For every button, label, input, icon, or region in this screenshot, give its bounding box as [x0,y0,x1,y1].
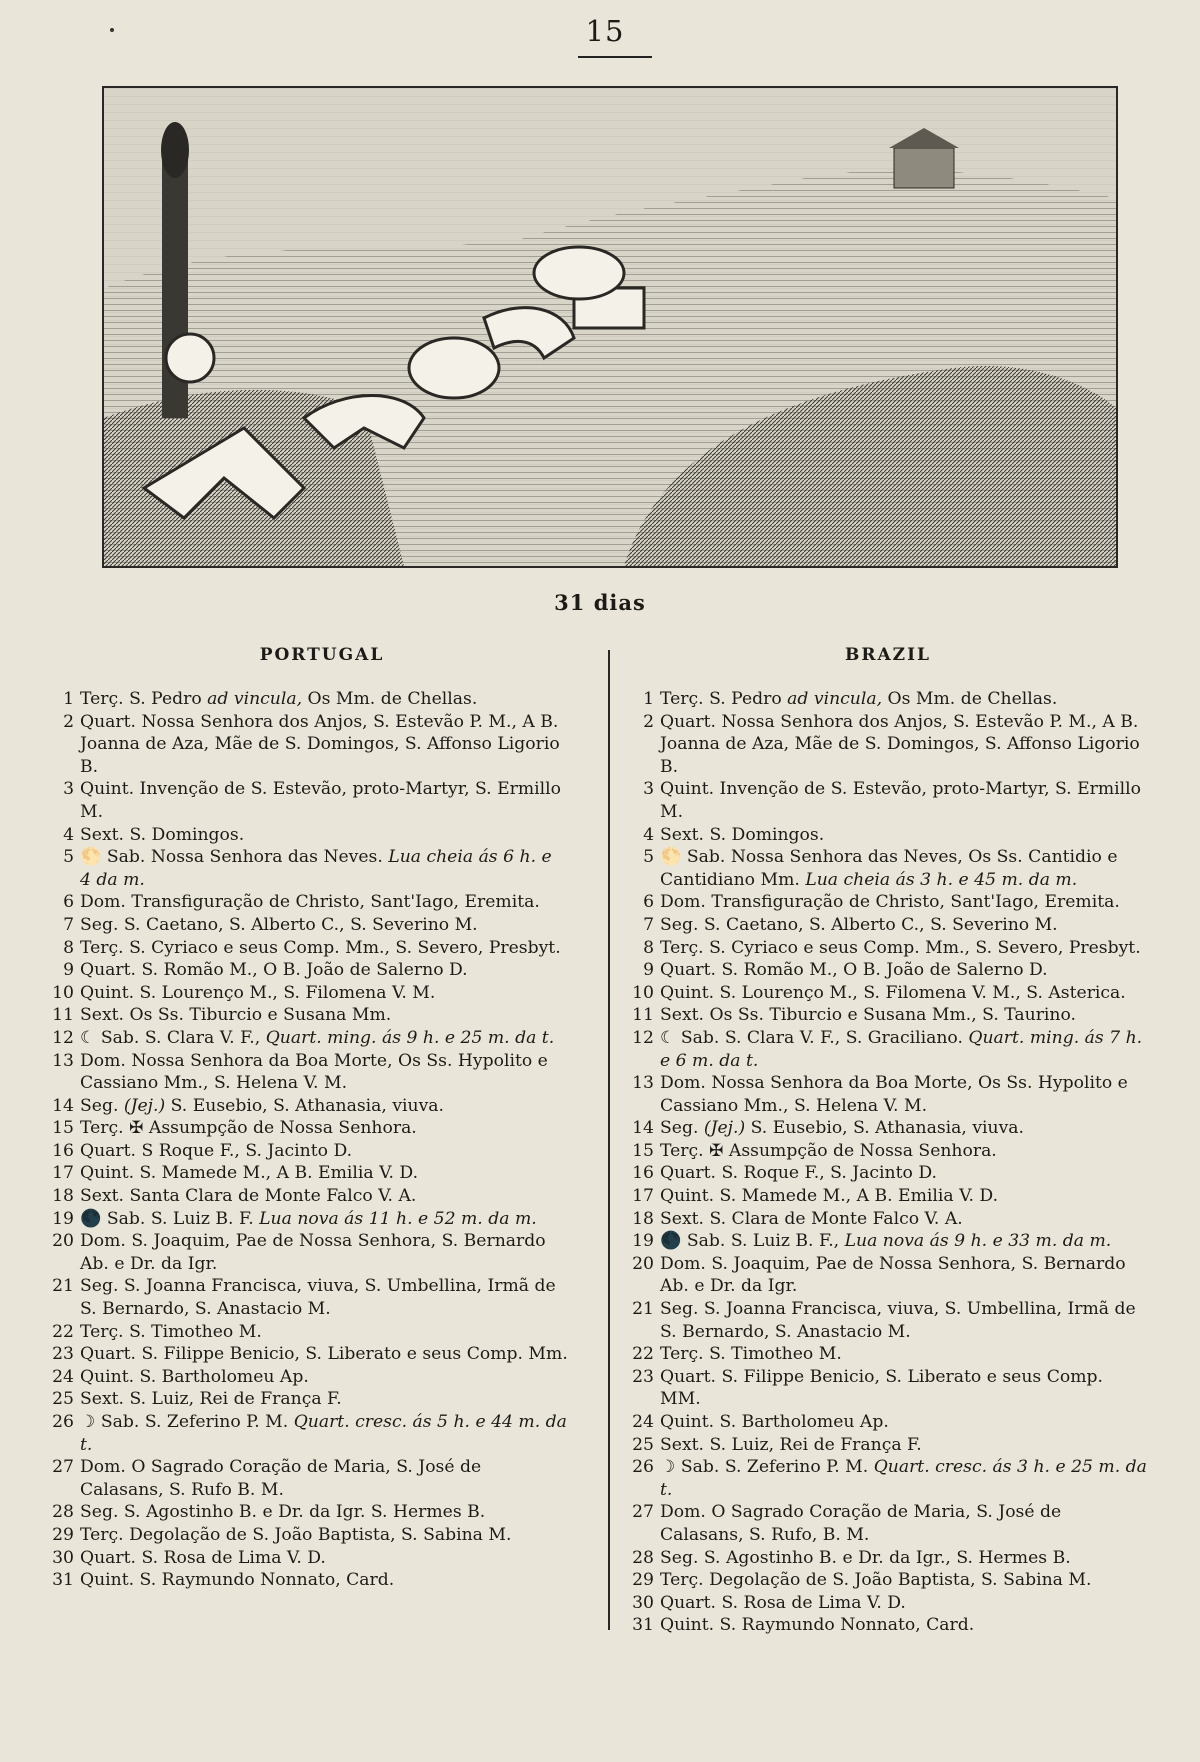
day-number: 16 [52,1140,74,1161]
entry-text [660,982,1148,1005]
day-number: 17 [52,1163,74,1184]
calendar-entry [46,1095,568,1118]
entry-segment: Terç. ✠ Assumpção de Nossa Senhora. [660,1140,997,1161]
day-number: 17 [632,1186,654,1207]
entry-text [80,1524,568,1547]
calendar-entry [626,959,1148,982]
day-number: 5 [643,847,654,868]
entry-text [660,1027,1148,1072]
day-number: 20 [52,1231,74,1252]
day-number: 14 [52,1095,74,1116]
margin-dot [110,28,114,32]
entry-segment: Quint. S. Mamede M., A B. Emilia V. D. [660,1186,999,1207]
procession-engraving-illustration [102,86,1118,568]
entry-text [80,1027,568,1050]
calendar-entry [46,1050,568,1095]
calendar-entry [626,1208,1148,1231]
day-number: 27 [632,1502,654,1523]
entry-segment: Quint. S. Raymundo Nonnato, Card. [80,1570,395,1591]
day-number: 30 [632,1592,654,1613]
calendar-entry [626,1569,1148,1592]
day-number: 11 [52,1005,74,1026]
entry-segment: Seg. [80,1095,124,1116]
calendar-entry [626,1411,1148,1434]
entry-text [80,891,568,914]
entry-text [660,1140,1148,1163]
day-number: 29 [52,1524,74,1545]
entry-segment: Sext. Santa Clara de Monte Falco V. A. [80,1186,417,1207]
entry-segment: ☾ Sab. S. Clara V. F., S. Graciliano. [660,1027,969,1048]
entry-text [660,1298,1148,1343]
day-number: 19 [632,1231,654,1252]
entry-segment: Seg. S. Agostinho B. e Dr. da Igr. S. Hermes B. [80,1502,486,1523]
entry-text [80,914,568,937]
calendar-entry [46,824,568,847]
entry-segment: Seg. [660,1118,704,1139]
day-number: 28 [52,1502,74,1523]
calendar-entry [46,1569,568,1592]
entry-segment: 🌑 Sab. S. Luiz B. F., [660,1231,845,1252]
entry-text [80,1162,568,1185]
entry-text [660,846,1148,891]
calendar-entry [626,1072,1148,1117]
entry-segment: Terç. S. Cyriaco e seus Comp. Mm., S. Severo, Presbyt. [660,937,1141,958]
calendar-entry [46,1321,568,1344]
entry-text [660,1569,1148,1592]
calendar-entry [626,1117,1148,1140]
calendar-entry [46,1275,568,1320]
day-number: 4 [63,824,74,845]
day-number: 16 [632,1163,654,1184]
calendar-entry [46,1027,568,1050]
calendar-entry [626,1162,1148,1185]
entry-text [660,711,1148,779]
entry-text [80,1185,568,1208]
entry-text [80,1411,568,1456]
entry-text [660,1614,1148,1637]
entry-text [80,1366,568,1389]
day-number: 12 [52,1027,74,1048]
day-number: 22 [52,1321,74,1342]
calendar-entry [46,1501,568,1524]
calendar-entry [46,1162,568,1185]
entry-segment: Terç. Degolação de S. João Baptista, S. Sabina M. [80,1524,512,1545]
day-number: 2 [63,711,74,732]
entry-segment: Quint. Invenção de S. Estevão, proto-Martyr, S. Ermillo M. [660,779,1142,822]
entry-segment: Quart. S. Filippe Benicio, S. Liberato e seus Comp. MM. [660,1366,1103,1410]
entry-segment: Dom. Transfiguração de Christo, Sant'Iago, Eremita. [660,892,1120,913]
day-number: 7 [643,914,654,935]
entry-italic-segment: (Jej.) [703,1118,746,1139]
day-number: 30 [52,1547,74,1568]
entry-text [660,688,1148,711]
drum-icon [166,334,214,382]
entry-segment: 🌑 Sab. S. Luiz B. F. [80,1208,260,1229]
day-number: 18 [632,1208,654,1229]
entry-italic-segment: Quart. cresc. ás 3 h. e 25 m. da t. [660,1457,1147,1500]
entry-segment: Quint. S. Bartholomeu Ap. [80,1366,309,1387]
day-number: 2 [643,711,654,732]
day-number: 8 [63,937,74,958]
brazil-entries [626,688,1148,1637]
entry-segment: 🌕 Sab. Nossa Senhora das Neves, Os Ss. Cantidio e Cantidiano Mm. [660,847,1118,890]
calendar-entry [626,1298,1148,1343]
entry-text [660,1208,1148,1231]
calendar-entry [626,1140,1148,1163]
entry-text [660,1162,1148,1185]
entry-segment: Os Mm. de Chellas. [302,689,478,709]
calendar-entry [46,1117,568,1140]
entry-text [660,1411,1148,1434]
entry-segment: Sext. S. Domingos. [660,824,825,845]
entry-italic-segment: Quart. ming. ás 7 h. e 6 m. da t. [660,1027,1143,1071]
day-number: 1 [643,689,654,709]
entry-italic-segment: (Jej.) [123,1095,166,1116]
entry-italic-segment: Lua nova ás 9 h. e 33 m. da m. [844,1231,1112,1252]
entry-text [80,1208,568,1231]
calendar-entry [46,1230,568,1275]
entry-text [80,1547,568,1570]
day-number: 14 [632,1118,654,1139]
entry-segment: Quart. S. Rosa de Lima V. D. [80,1547,326,1568]
entry-text [80,1569,568,1592]
calendar-entry [46,1185,568,1208]
entry-text [80,1140,568,1163]
calendar-entry [626,1027,1148,1072]
entry-segment: Terç. S. Timotheo M. [660,1344,842,1365]
entry-segment: Quart. S. Filippe Benicio, S. Liberato e seus Comp. Mm. [80,1344,568,1365]
day-number: 27 [52,1457,74,1478]
calendar-entry [626,1253,1148,1298]
calendar-entry [46,711,568,779]
calendar-entry [46,1456,568,1501]
day-number: 21 [52,1276,74,1297]
day-number: 7 [63,914,74,935]
entry-segment: Quart. S. Roque F., S. Jacinto D. [660,1163,937,1184]
day-number: 4 [643,824,654,845]
calendar-entry [626,1547,1148,1570]
entry-segment: Seg. S. Agostinho B. e Dr. da Igr., S. Hermes B. [660,1547,1071,1568]
calendar-entry [46,1547,568,1570]
entry-segment: Quint. Invenção de S. Estevão, proto-Martyr, S. Ermillo M. [80,779,562,822]
entry-segment: Quart. Nossa Senhora dos Anjos, S. Estevão P. M., A B. Joanna de Aza, Mãe de S. Domingos, S. Affonso Ligorio B. [80,711,560,777]
calendar-entry [626,688,1148,711]
day-number: 25 [52,1389,74,1410]
calendar-entry [626,778,1148,823]
calendar-entry [626,1230,1148,1253]
entry-segment: Dom. Nossa Senhora da Boa Morte, Os Ss. Hypolito e Cassiano Mm., S. Helena V. M. [660,1073,1128,1116]
calendar-entry [46,1208,568,1231]
entry-segment: Quart. S. Romão M., O B. João de Salerno D. [660,960,1048,981]
day-number: 3 [63,779,74,800]
calendar-entry [626,937,1148,960]
entry-text [660,1343,1148,1366]
day-number: 10 [632,982,654,1003]
entry-segment: Quint. S. Lourenço M., S. Filomena V. M., S. Asterica. [660,982,1126,1003]
calendar-entry [626,711,1148,779]
day-number: 5 [63,847,74,868]
calendar-entry [46,688,568,711]
day-number: 26 [632,1457,654,1478]
day-number: 6 [63,892,74,913]
entry-text [660,1592,1148,1615]
entry-text [80,959,568,982]
entry-text [660,1253,1148,1298]
calendar-entry [626,1614,1148,1637]
onion-dome-icon [161,122,189,178]
entry-text [660,937,1148,960]
day-number: 29 [632,1570,654,1591]
entry-text [80,1456,568,1501]
entry-segment: S. Eusebio, S. Athanasia, viuva. [165,1095,445,1116]
entry-segment: Sext. S. Domingos. [80,824,245,845]
entry-segment: Seg. S. Caetano, S. Alberto C., S. Severino M. [80,914,478,935]
day-number: 31 [52,1570,74,1591]
day-number: 1 [63,689,74,709]
entry-italic-segment: Lua cheia ás 3 h. e 45 m. da m. [805,869,1078,890]
entry-text [660,778,1148,823]
day-number: 24 [52,1366,74,1387]
column-divider [608,650,610,1630]
calendar-entry [46,1366,568,1389]
entry-italic-segment: Lua nova ás 11 h. e 52 m. da m. [259,1208,537,1229]
entry-text [80,1501,568,1524]
entry-text [660,1434,1148,1457]
calendar-entry [626,1592,1148,1615]
entry-italic-segment: Lua cheia ás 6 h. e 4 da m. [80,847,552,890]
day-number: 21 [632,1299,654,1320]
entry-text [80,1230,568,1275]
entry-segment: Os Mm. de Chellas. [882,689,1058,709]
day-number: 18 [52,1186,74,1207]
entry-segment: Dom. S. Joaquim, Pae de Nossa Senhora, S. Bernardo Ab. e Dr. da Igr. [80,1231,546,1274]
entry-segment: Seg. S. Joanna Francisca, viuva, S. Umbellina, Irmã de S. Bernardo, S. Anastacio M. [660,1299,1136,1342]
entry-text [660,1185,1148,1208]
entry-text [660,1501,1148,1546]
day-number: 10 [52,982,74,1003]
day-number: 9 [63,960,74,981]
entry-text [80,1095,568,1118]
entry-segment: Terç. ✠ Assumpção de Nossa Senhora. [80,1118,417,1139]
entry-italic-segment: ad vincula, [787,689,883,709]
entry-text [660,1547,1148,1570]
entry-text [660,824,1148,847]
day-number: 25 [632,1434,654,1455]
day-number: 24 [632,1412,654,1432]
column-heading-portugal: PORTUGAL [259,645,385,665]
entry-text [80,937,568,960]
day-number: 13 [632,1073,654,1094]
calendar-entry [626,891,1148,914]
entry-segment: Terç. S. Pedro [660,689,788,709]
entry-text [660,1117,1148,1140]
entry-segment: Dom. S. Joaquim, Pae de Nossa Senhora, S. Bernardo Ab. e Dr. da Igr. [660,1253,1126,1297]
calendar-entry [626,1501,1148,1546]
entry-segment: Dom. O Sagrado Coração de Maria, S. José de Calasans, S. Rufo B. M. [80,1457,482,1500]
entry-text [660,914,1148,937]
entry-text [80,1343,568,1366]
entry-segment: Quint. S. Bartholomeu Ap. [660,1412,889,1432]
calendar-entry [626,1185,1148,1208]
entry-text [660,1456,1148,1501]
calendar-entry [626,914,1148,937]
entry-segment: Terç. Degolação de S. João Baptista, S. Sabina M. [660,1570,1092,1591]
calendar-entry [46,982,568,1005]
calendar-entry [46,1140,568,1163]
day-number: 22 [632,1344,654,1365]
entry-text [80,1050,568,1095]
entry-text [80,1275,568,1320]
entry-segment: Quart. S Roque F., S. Jacinto D. [80,1140,353,1161]
entry-text [80,1004,568,1027]
day-number: 23 [52,1344,74,1365]
day-number: 31 [632,1615,654,1636]
day-number: 20 [632,1253,654,1274]
calendar-entry [626,1004,1148,1027]
calendar-entry [626,1456,1148,1501]
entry-italic-segment: Quart. cresc. ás 5 h. e 44 m. da t. [80,1412,567,1455]
day-number: 23 [632,1366,654,1387]
calendar-entry [46,1524,568,1547]
entry-segment: ☽ Sab. S. Zeferino P. M. [660,1457,874,1478]
entry-segment: Quart. S. Romão M., O B. João de Salerno D. [80,960,468,981]
entry-italic-segment: Quart. ming. ás 9 h. e 25 m. da t. [265,1027,555,1048]
entry-segment: Sext. Os Ss. Tiburcio e Susana Mm., S. Taurino. [660,1005,1076,1026]
entry-text [660,959,1148,982]
calendar-entry [46,778,568,823]
portugal-entries [46,688,568,1592]
day-number: 28 [632,1547,654,1568]
engraving-svg [104,88,1116,566]
calendar-entry [46,1343,568,1366]
entry-segment: Dom. Nossa Senhora da Boa Morte, Os Ss. Hypolito e Cassiano Mm., S. Helena V. M. [80,1050,548,1094]
entry-text [80,846,568,891]
entry-segment: Sext. S. Luiz, Rei de França F. [660,1434,922,1455]
entry-text [80,824,568,847]
chapel-icon [894,148,954,188]
calendar-entry [46,1411,568,1456]
entry-text [80,1388,568,1411]
entry-segment: ☾ Sab. S. Clara V. F., [80,1027,266,1048]
entry-text [660,1230,1148,1253]
entry-text [80,688,568,711]
day-number: 3 [643,779,654,800]
day-number: 6 [643,892,654,913]
day-number: 8 [643,937,654,958]
entry-text [80,711,568,779]
calendar-entry [46,891,568,914]
entry-segment: Sext. S. Luiz, Rei de França F. [80,1389,342,1410]
entry-segment: 🌕 Sab. Nossa Senhora das Neves. [80,847,389,868]
calendar-entry [626,824,1148,847]
entry-segment: ☽ Sab. S. Zeferino P. M. [80,1412,294,1432]
day-number: 13 [52,1050,74,1071]
calendar-entry [46,1388,568,1411]
entry-text [660,1004,1148,1027]
calendar-entry [626,846,1148,891]
calendar-entry [626,1434,1148,1457]
calendar-entry [46,846,568,891]
calendar-entry [46,959,568,982]
entry-segment: Sext. S. Clara de Monte Falco V. A. [660,1208,963,1229]
day-number: 15 [52,1118,74,1139]
entry-segment: Dom. O Sagrado Coração de Maria, S. José de Calasans, S. Rufo, B. M. [660,1502,1062,1545]
page-number: 15 [585,14,625,48]
entry-text [660,1366,1148,1411]
day-number: 11 [632,1005,654,1026]
entry-text [80,982,568,1005]
entry-segment: Quint. S. Mamede M., A B. Emilia V. D. [80,1163,419,1184]
entry-segment: Quart. S. Rosa de Lima V. D. [660,1592,906,1613]
entry-segment: Terç. S. Cyriaco e seus Comp. Mm., S. Severo, Presbyt. [80,937,561,958]
entry-segment: S. Eusebio, S. Athanasia, viuva. [745,1118,1025,1139]
entry-text [80,778,568,823]
days-heading: 31 dias [554,590,646,615]
day-number: 15 [632,1140,654,1161]
entry-segment: Sext. Os Ss. Tiburcio e Susana Mm. [80,1005,392,1026]
entry-italic-segment: ad vincula, [207,689,303,709]
entry-text [660,1072,1148,1117]
entry-segment: Quint. S. Lourenço M., S. Filomena V. M. [80,982,436,1003]
page-number-rule [578,56,652,58]
entry-text [660,891,1148,914]
calendar-entry [46,914,568,937]
day-number: 12 [632,1027,654,1048]
calendar-entry [626,982,1148,1005]
entry-segment: Dom. Transfiguração de Christo, Sant'Iago, Eremita. [80,892,540,913]
entry-segment: Quart. Nossa Senhora dos Anjos, S. Estevão P. M., A B. Joanna de Aza, Mãe de S. Domingos, S. Affonso Ligorio B. [660,711,1140,777]
entry-segment: Seg. S. Joanna Francisca, viuva, S. Umbellina, Irmã de S. Bernardo, S. Anastacio M. [80,1276,556,1320]
column-heading-brazil: BRAZIL [844,645,931,665]
entry-segment: Terç. S. Pedro [80,689,208,709]
entry-text [80,1117,568,1140]
calendar-entry [626,1366,1148,1411]
day-number: 19 [52,1208,74,1229]
calendar-entry [46,1004,568,1027]
day-number: 9 [643,960,654,981]
entry-segment: Quint. S. Raymundo Nonnato, Card. [660,1615,975,1636]
calendar-entry [46,937,568,960]
day-number: 26 [52,1412,74,1432]
entry-text [80,1321,568,1344]
calendar-entry [626,1343,1148,1366]
entry-segment: Seg. S. Caetano, S. Alberto C., S. Severino M. [660,914,1058,935]
entry-segment: Terç. S. Timotheo M. [80,1321,262,1342]
